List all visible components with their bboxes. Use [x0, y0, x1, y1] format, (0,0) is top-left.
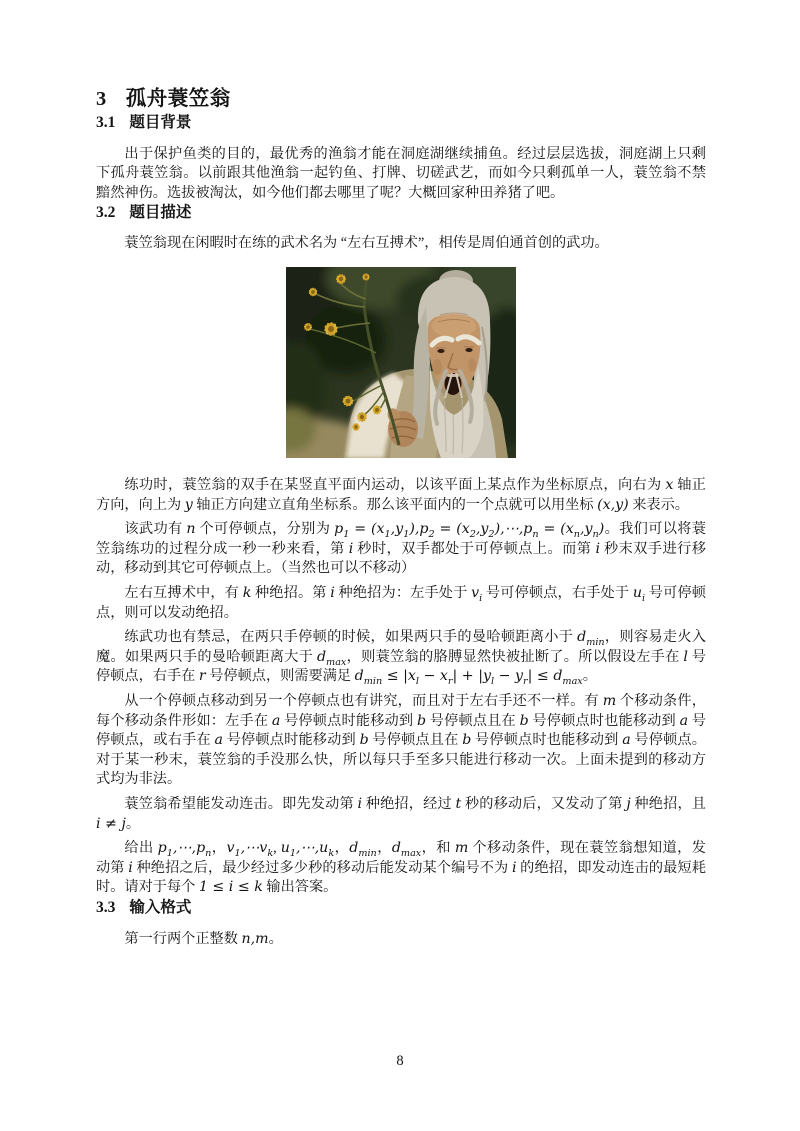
paragraph-description-intro: 蓑笠翁现在闲暇时在练的武术名为 “左右互搏术”，相传是周伯通首创的武功。	[124, 235, 609, 252]
paragraph-pause-points: 该武功有 n 个可停顿点，分别为 $p_1 = (x_1,y_1),p_2$ = $(x_2,y_2),\cdots,p_n = (x_n,y_n)$。我们可以将蓑笠翁练功的过程分成一秒一秒来看，第 i 秒时，双手都处于可停顿点上。而第 i 秒末双手进行移动，移动到其它可停顿点上。（当然也可以不移动）	[96, 521, 706, 577]
subsection-number: 3.3	[96, 898, 116, 916]
subsection-heading-description	[96, 203, 706, 223]
paragraph-skills: 左右互搏术中，有 k 种绝招。第 i 种绝招为：左手处于 $v_i$ 号可停顿点，右手处于 $u_i$ 号可停顿点，则可以发动绝招。	[96, 584, 706, 621]
photo-figure	[286, 267, 516, 458]
paragraph-distance-constraint: 练武功也有禁忌，在两只手停顿的时候，如果两只手的曼哈顿距离小于 $d_{min}$，则容易走火入魔。如果两只手的曼哈顿距离大于 $d_{max}$，则蓑笠翁的胳膊显然快被扯断了。所以假设左手在 l 号停顿点，右手在 r 号停顿点，则需要满足 $d_{min} \le |x_l - x_r| + |y_l - y_r| \le d_{max}$。	[96, 629, 706, 688]
section-heading	[96, 86, 706, 113]
page-number: 8	[396, 1053, 404, 1069]
page-content	[96, 0, 706, 949]
paragraph-move-conditions: 从一个停顿点移动到另一个停顿点也有讲究，而且对于左右手还不一样。有 m 个移动条件，每个移动条件形如：左手在 a 号停顿点时能移动到 b 号停顿点且在 b 号停顿点时也能移动到 a 号停顿点，或右手在 a 号停顿点时能移动到 b 号停顿点且在 b 号停顿点时也能移动到 a 号停顿点。对于某一秒末，蓑笠翁的手没那么快，所以每只手至多只能进行移动一次。上面未提到的移动方式均为非法。	[96, 692, 706, 788]
subsection-title: 题目描述	[129, 204, 192, 222]
subsection-number: 3.1	[96, 113, 116, 131]
section-number: 3	[96, 88, 107, 110]
subsection-title: 输入格式	[129, 898, 192, 916]
paragraph-combo: 蓑笠翁希望能发动连击。即先发动第 i 种绝招，经过 t 秒的移动后，又发动了第 j 种绝招，且 i ≠ j。	[96, 795, 706, 832]
subsection-heading-background	[96, 113, 706, 133]
paragraph-input-line1: 第一行两个正整数 n,m。	[124, 930, 283, 947]
paragraph-task: 给出 $p_1,\cdots,p_n$，$v_1,\cdots v_k$, $u_1,\cdots,u_k$，$d_{min}$，$d_{max}$，和 m 个移动条件，现在蓑笠翁想知道，发动第 i 种绝招之后，最少经过多少秒的移动后能发动某个编号不为 i 的绝招，即发动连击的最短耗时。请对于每个 1 ≤ i ≤ k 输出答案。	[96, 840, 706, 896]
subsection-title: 题目背景	[129, 113, 192, 131]
old-man-with-flower-branch-photo	[286, 267, 516, 458]
paragraph-coordinate-system: 练功时，蓑笠翁的双手在某竖直平面内运动，以该平面上某点作为坐标原点，向右为 x 轴正方向，向上为 y 轴正方向建立直角坐标系。那么该平面内的一个点就可以用坐标 (x,y) 来表示。	[96, 477, 706, 513]
paragraph-background-story: 出于保护鱼类的目的，最优秀的渔翁才能在洞庭湖继续捕鱼。经过层层选拔，洞庭湖上只剩下孤舟蓑笠翁。以前跟其他渔翁一起钓鱼、打牌、切磋武艺，而如今只剩孤单一人，蓑笠翁不禁黯然神伤。选拔被淘汰，如今他们都去哪里了呢？大概回家种田养猪了吧。	[96, 145, 706, 201]
section-title: 孤舟蓑笠翁	[125, 88, 231, 110]
subsection-heading-input-format	[96, 898, 706, 918]
subsection-number: 3.2	[96, 204, 116, 222]
